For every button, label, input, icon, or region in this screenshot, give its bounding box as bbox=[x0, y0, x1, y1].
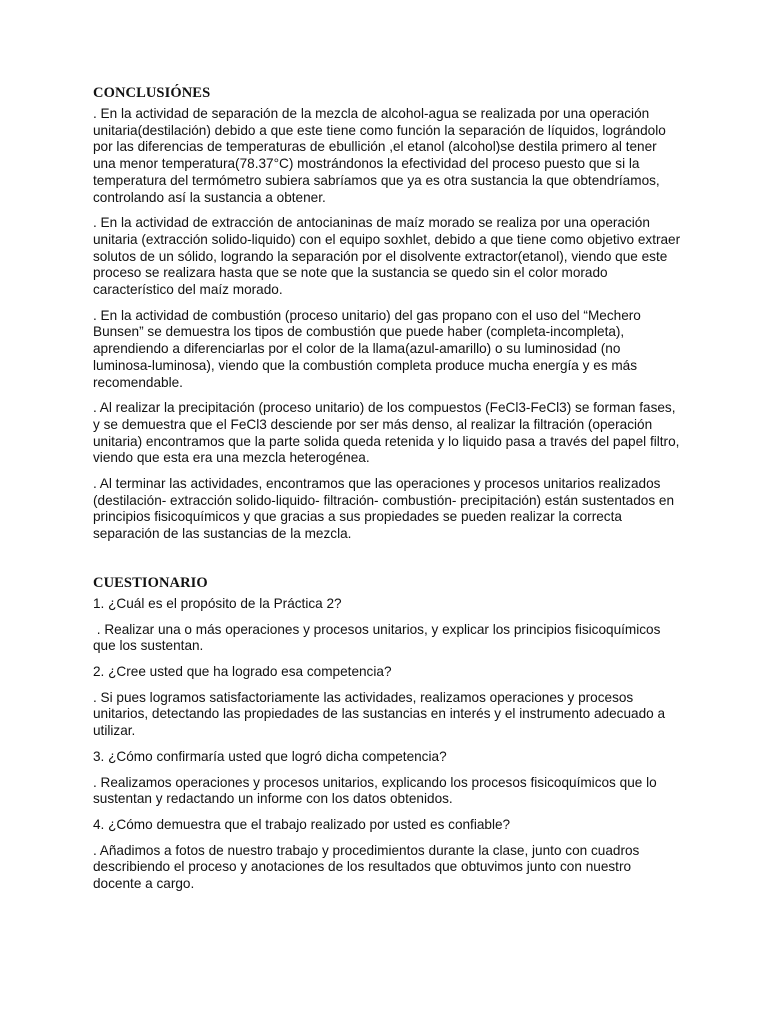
questionnaire-section bbox=[93, 574, 683, 893]
conclusion-paragraph-2: . En la actividad de extracción de antocianinas de maíz morado se realiza por una operación unitaria (extracción solido-liquido) con el equipo soxhlet, debido a que tiene como objetivo extraer solutos de un sólido, logrando la separación por el disolvente extractor(etanol), viendo que este proceso se realizara hasta que se note que la sustancia se quedo sin el color morado característico del maíz morado. bbox=[93, 215, 681, 298]
question-1: 1. ¿Cuál es el propósito de la Práctica 2? bbox=[93, 595, 342, 611]
answer-3: . Realizamos operaciones y procesos unitarios, explicando los procesos fisicoquímicos que lo sustentan y redactando un informe con los datos obtenidos. bbox=[93, 774, 657, 807]
conclusions-section bbox=[93, 84, 683, 543]
section-spacer bbox=[93, 552, 683, 574]
conclusion-paragraph-1: . En la actividad de separación de la mezcla de alcohol-agua se realizada por una operación unitaria(destilación) debido a que este tiene como función la separación de líquidos, lográndolo por las diferencias de temperaturas de ebullición ,el etanol (alcohol)se destila primero al tener una menor temperatura(78.37°C) mostrándonos la efectividad del proceso puesto que si la temperatura del termómetro subiera sabríamos que ya es otra sustancia la que obtendríamos, controlando así la sustancia a obtener. bbox=[93, 106, 666, 205]
question-4: 4. ¿Cómo demuestra que el trabajo realizado por usted es confiable? bbox=[93, 816, 511, 832]
conclusions-heading: CONCLUSIÓNES bbox=[93, 85, 211, 101]
conclusion-paragraph-5: . Al terminar las actividades, encontramos que las operaciones y procesos unitarios realizados (destilación- extracción solido-liquido- filtración- combustión- precipitación) están sustentados en principios fisicoquímicos y que gracias a sus propiedades se pueden realizar la correcta separación de las sustancias de la mezcla. bbox=[93, 476, 675, 542]
answer-2: . Si pues logramos satisfactoriamente las actividades, realizamos operaciones y procesos unitarios, detectando las propiedades de las sustancias en interés y el instrumento adecuado a utilizar. bbox=[93, 689, 666, 739]
question-2: 2. ¿Cree usted que ha logrado esa competencia? bbox=[93, 663, 392, 679]
conclusion-paragraph-4: . Al realizar la precipitación (proceso unitario) de los compuestos (FeCl3-FeCl3) se forman fases, y se demuestra que el FeCl3 desciende por ser más denso, al realizar la filtración (operación unitaria) encontramos que la parte solida queda retenida y lo liquido pasa a través del papel filtro, viendo que esta era una mezcla heterogénea. bbox=[93, 400, 680, 466]
document-body bbox=[93, 84, 683, 902]
questionnaire-heading: CUESTIONARIO bbox=[93, 574, 208, 591]
conclusion-paragraph-3: . En la actividad de combustión (proceso unitario) del gas propano con el uso del “Mechero Bunsen” se demuestra los tipos de combustión que puede haber (completa-incompleta), aprendiendo a diferenciarlas por el color de la llama(azul-amarillo) o su luminosidad (no luminosa-luminosa), viendo que la combustión completa produce mucha energía y es más recomendable. bbox=[93, 307, 641, 390]
answer-1: . Realizar una o más operaciones y procesos unitarios, y explicar los principios fisicoquímicos que los sustentan. bbox=[93, 621, 665, 654]
answer-4: . Añadimos a fotos de nuestro trabajo y procedimientos durante la clase, junto con cuadros describiendo el proceso y anotaciones de los resultados que obtuvimos junto con nuestro docente a cargo. bbox=[93, 842, 640, 892]
question-3: 3. ¿Cómo confirmaría usted que logró dicha competencia? bbox=[93, 748, 447, 764]
